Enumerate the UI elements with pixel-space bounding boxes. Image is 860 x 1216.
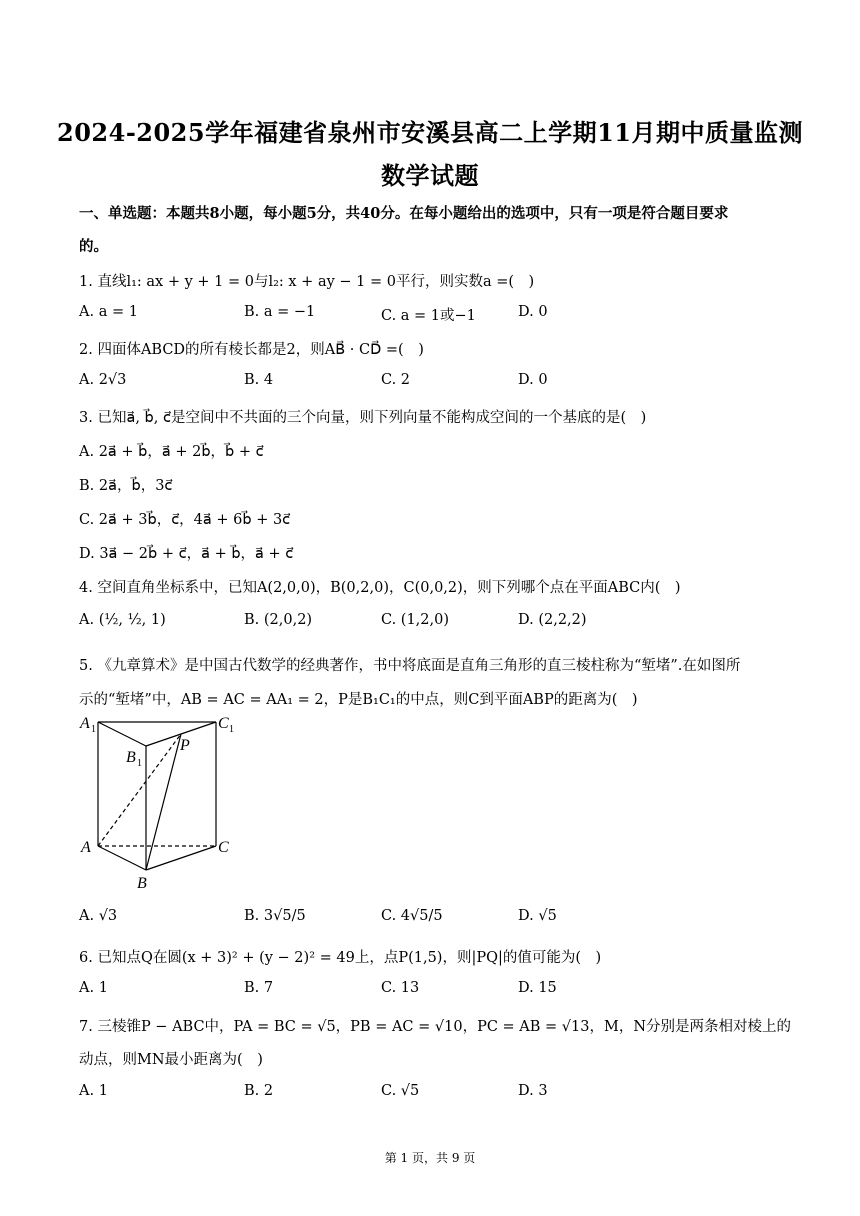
q5-option-b: B. 3√5/5: [244, 908, 306, 924]
q5-option-a: A. √3: [79, 908, 118, 924]
q3-option-d: D. 3a⃗ − 2b⃗ + c⃗，a⃗ + b⃗，a⃗ + c⃗: [79, 546, 294, 562]
q7-option-c: C. √5: [381, 1083, 420, 1099]
q4-option-c: C. (1,2,0): [381, 612, 450, 628]
q7-option-d: D. 3: [518, 1083, 548, 1099]
q7-option-b: B. 2: [244, 1083, 274, 1099]
section-heading-cont: 的。: [79, 238, 108, 255]
q7-option-a: A. 1: [79, 1083, 108, 1099]
section-heading: 一、单选题：本题共8小题，每小题5分，共40分。在每小题给出的选项中，只有一项是符合题目要求: [79, 205, 729, 222]
document-subtitle: 数学试题: [381, 161, 479, 190]
label-a: A: [81, 839, 91, 856]
prism-figure: [76, 710, 246, 895]
q5-option-c: C. 4√5/5: [381, 908, 443, 924]
question-5-stem-line1: 5. 《九章算术》是中国古代数学的经典著作，书中将底面是直角三角形的直三棱柱称为“堑堵”.在如图所: [79, 658, 741, 674]
label-b1: B: [126, 749, 136, 766]
q2-option-a: A. 2√3: [79, 372, 127, 388]
q3-option-a: A. 2a⃗ + b⃗，a⃗ + 2b⃗，b⃗ + c⃗: [79, 444, 264, 460]
q2-option-c: C. 2: [381, 372, 411, 388]
label-a1-sub: 1: [91, 724, 96, 735]
q1-option-c: C. a = 1或−1: [381, 308, 476, 324]
segment-ap-hidden: [98, 734, 181, 846]
edge-bc: [146, 846, 216, 870]
question-7-stem-line2: 动点，则MN最小距离为( ): [79, 1052, 263, 1068]
label-c1: C: [218, 715, 229, 732]
label-b: B: [137, 875, 147, 892]
q3-option-b: B. 2a⃗，b⃗，3c⃗: [79, 478, 173, 494]
label-c1-sub: 1: [229, 724, 234, 735]
q2-option-b: B. 4: [244, 372, 274, 388]
question-5-stem-line2: 示的“堑堵”中，AB = AC = AA₁ = 2，P是B₁C₁的中点，则C到平面ABP的距离为( ): [79, 692, 638, 708]
question-2-stem: 2. 四面体ABCD的所有棱长都是2，则AB⃗ · CD⃗ =( ): [79, 342, 424, 358]
question-3-stem: 3. 已知a⃗, b⃗, c⃗是空间中不共面的三个向量，则下列向量不能构成空间的一个基底的是( ): [79, 410, 647, 426]
edge-a1b1: [98, 722, 146, 746]
q6-option-c: C. 13: [381, 980, 420, 996]
q2-option-d: D. 0: [518, 372, 548, 388]
q5-option-d: D. √5: [518, 908, 557, 924]
label-a1: A: [80, 715, 90, 732]
q4-option-b: B. (2,0,2): [244, 612, 313, 628]
segment-bp: [146, 734, 181, 870]
label-b1-sub: 1: [137, 758, 142, 769]
q6-option-b: B. 7: [244, 980, 274, 996]
q3-option-c: C. 2a⃗ + 3b⃗，c⃗，4a⃗ + 6b⃗ + 3c⃗: [79, 512, 291, 528]
question-7-stem-line1: 7. 三棱锥P − ABC中，PA = BC = √5，PB = AC = √10，PC = AB = √13，M，N分别是两条相对棱上的: [79, 1019, 792, 1035]
label-c: C: [218, 839, 229, 856]
label-p: P: [180, 737, 190, 754]
document-title: 2024-2025学年福建省泉州市安溪县高二上学期11月期中质量监测: [57, 118, 803, 147]
q6-option-d: D. 15: [518, 980, 557, 996]
question-6-stem: 6. 已知点Q在圆(x + 3)² + (y − 2)² = 49上，点P(1,5)，则|PQ|的值可能为( ): [79, 950, 602, 966]
q6-option-a: A. 1: [79, 980, 108, 996]
q1-option-d: D. 0: [518, 304, 548, 320]
page-footer: 第 1 页，共 9 页: [384, 1151, 476, 1165]
q1-option-b: B. a = −1: [244, 304, 316, 320]
q4-option-d: D. (2,2,2): [518, 612, 587, 628]
question-1-stem: 1. 直线l₁: ax + y + 1 = 0与l₂: x + ay − 1 = 0平行，则实数a =( ): [79, 274, 535, 290]
question-4-stem: 4. 空间直角坐标系中，已知A(2,0,0)，B(0,2,0)，C(0,0,2)，则下列哪个点在平面ABC内( ): [79, 580, 681, 596]
edge-ab: [98, 846, 146, 870]
q4-option-a: A. (½, ½, 1): [79, 612, 166, 628]
q1-option-a: A. a = 1: [79, 304, 138, 320]
